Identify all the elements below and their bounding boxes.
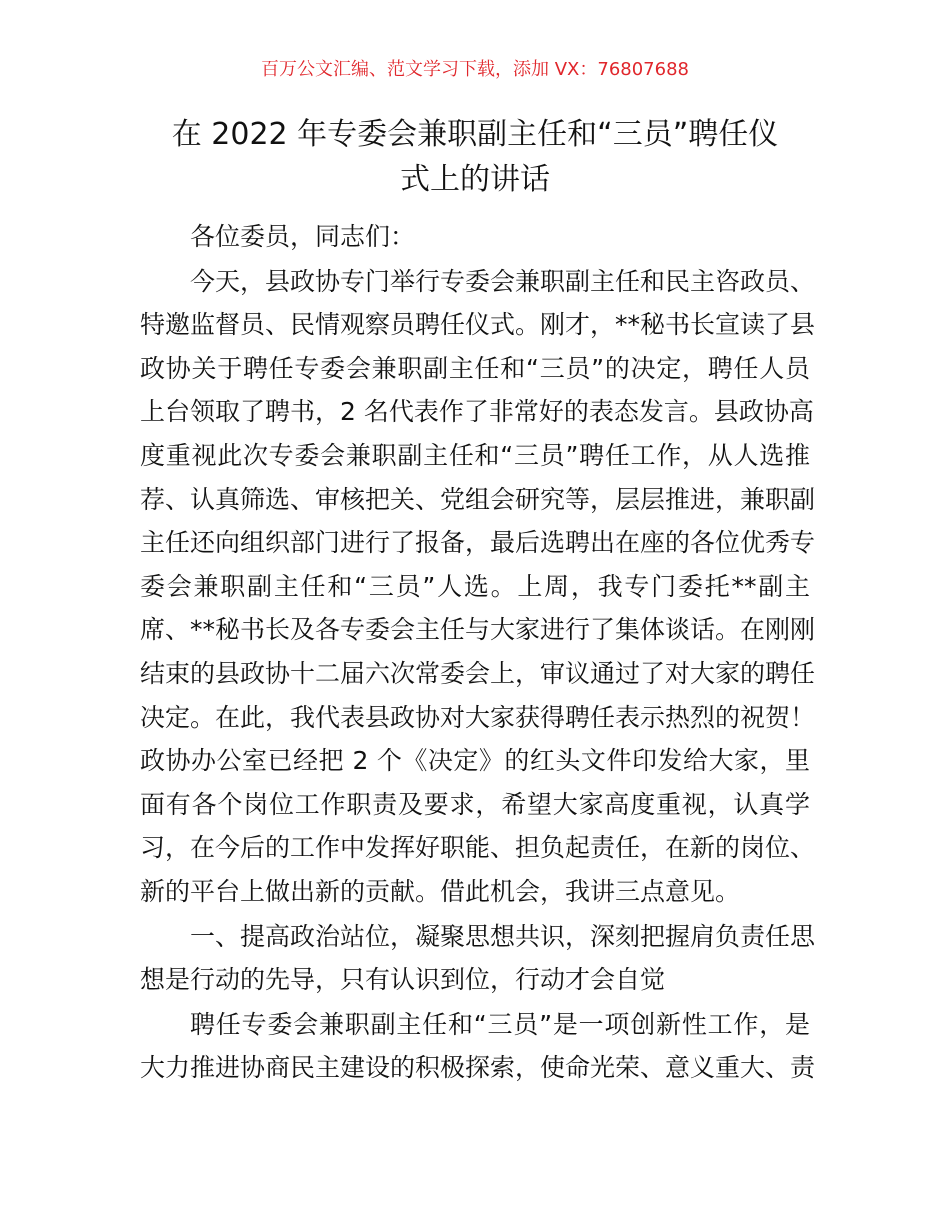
paragraph-line: 主任还向组织部门进行了报备，最后选聘出在座的各位优秀专	[140, 528, 816, 558]
salutation: 各位委员，同志们：	[190, 222, 416, 251]
document-body	[140, 215, 816, 1091]
body-paragraph	[140, 1003, 816, 1090]
paragraph-line: 委会兼职副主任和“三员”人选。上周，我专门委托**副主	[140, 571, 810, 601]
paragraph-line: 政协办公室已经把 2 个《决定》的红头文件印发给大家，里	[140, 746, 810, 776]
paragraph-line: 上台领取了聘书，2 名代表作了非常好的表态发言。县政协高	[140, 397, 814, 427]
paragraph-line: 荐、认真筛选、审核把关、党组会研究等，层层推进，兼职副	[140, 484, 816, 514]
paragraph-line: 特邀监督员、民情观察员聘任仪式。刚才，**秘书长宣读了县	[140, 310, 816, 340]
salutation-paragraph	[140, 215, 810, 259]
watermark-header: 百万公文汇编、范文学习下载，添加 VX：76807688	[261, 59, 689, 80]
title-line-1: 在 2022 年专委会兼职副主任和“三员”聘任仪	[171, 117, 779, 152]
title-line-2: 式上的讲话	[400, 162, 550, 197]
paragraph-line: 新的平台上做出新的贡献。借此机会，我讲三点意见。	[140, 876, 741, 906]
paragraph-line: 结束的县政协十二届六次常委会上，审议通过了对大家的聘任	[140, 658, 816, 688]
paragraph-line: 政协关于聘任专委会兼职副主任和“三员”的决定，聘任人员	[140, 353, 810, 383]
paragraph-line: 一、提高政治站位，凝聚思想共识，深刻把握肩负责任思	[190, 921, 816, 951]
paragraph-line: 想是行动的先导，只有认识到位，行动才会自觉	[140, 965, 666, 995]
paragraph-line: 今天，县政协专门举行专委会兼职副主任和民主咨政员、	[190, 266, 816, 296]
paragraph-line: 面有各个岗位工作职责及要求，希望大家高度重视，认真学	[140, 789, 810, 819]
document-title	[130, 112, 820, 202]
paragraph-line: 决定。在此，我代表县政协对大家获得聘任表示热烈的祝贺！	[140, 702, 816, 732]
paragraph-line: 度重视此次专委会兼职副主任和“三员”聘任工作，从人选推	[140, 440, 810, 470]
body-paragraph	[140, 260, 816, 914]
paragraph-line: 大力推进协商民主建设的积极探索，使命光荣、意义重大、责	[140, 1053, 816, 1083]
paragraphs	[140, 260, 816, 1090]
paragraph-line: 习，在今后的工作中发挥好职能、担负起责任，在新的岗位、	[140, 833, 816, 863]
paragraph-line: 聘任专委会兼职副主任和“三员”是一项创新性工作，是	[190, 1009, 810, 1039]
paragraph-line: 席、**秘书长及各专委会主任与大家进行了集体谈话。在刚刚	[140, 615, 816, 645]
body-paragraph	[140, 915, 816, 1002]
